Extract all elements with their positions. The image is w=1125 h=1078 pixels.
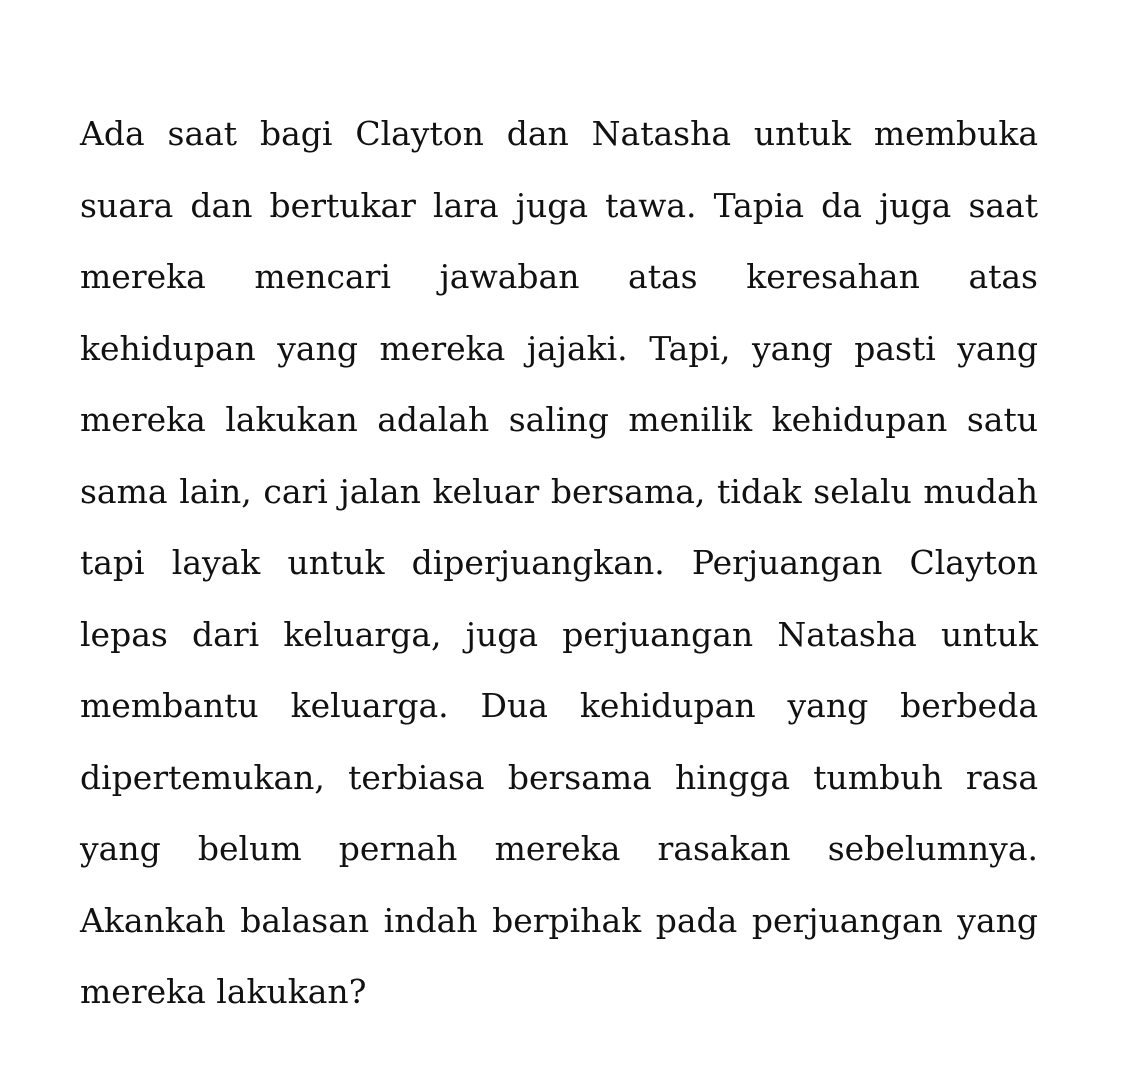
paragraph [80,98,1038,1028]
paragraph-line: tapi layak untuk diperjuangkan. Perjuangan Clayton [80,543,1038,582]
paragraph-line: mereka lakukan? [80,972,367,1011]
paragraph-line: yang belum pernah mereka rasakan sebelumnya. [80,829,1038,868]
paragraph-line: lepas dari keluarga, juga perjuangan Natasha untuk [80,614,1038,654]
paragraph-line: kehidupan yang mereka jajaki. Tapi, yang pasti yang [80,328,1038,368]
paragraph-line: dipertemukan, terbiasa bersama hingga tumbuh rasa [80,757,1038,797]
paragraph-line: suara dan bertukar lara juga tawa. Tapia da juga saat [80,185,1038,225]
paragraph-line: Akankah balasan indah berpihak pada perjuangan yang [80,900,1038,940]
paragraph-line: sama lain, cari jalan keluar bersama, tidak selalu mudah [80,471,1038,511]
paragraph-line: mereka mencari jawaban atas keresahan atas [80,257,1038,296]
paragraph-line: mereka lakukan adalah saling menilik kehidupan satu [80,400,1038,439]
paragraph-line: Ada saat bagi Clayton dan Natasha untuk membuka [80,114,1038,153]
paragraph-line: membantu keluarga. Dua kehidupan yang berbeda [80,686,1038,725]
